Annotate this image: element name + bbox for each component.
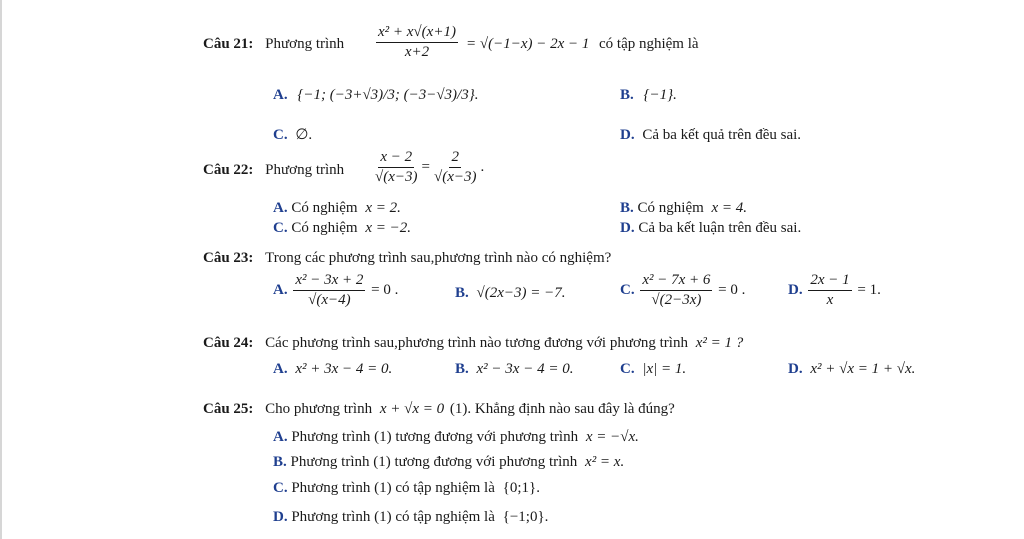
q22-rhs-num: 2	[449, 149, 461, 168]
q25-a-text: Phương trình (1) tương đương với phương trình	[291, 429, 579, 445]
q22-option-c[interactable]	[273, 219, 411, 237]
q25-option-d[interactable]	[273, 508, 548, 526]
q24-b-text: x² − 3x − 4 = 0.	[476, 361, 574, 377]
q25-a-label: A.	[273, 429, 288, 445]
q21-c-text: ∅.	[295, 127, 313, 143]
question-23-stem: Trong các phương trình sau,phương trình nào có nghiệm?	[265, 250, 612, 266]
q22-lhs-num: x − 2	[378, 149, 414, 168]
q23-b-label: B.	[455, 285, 469, 301]
q21-tail: có tập nghiệm là	[599, 36, 699, 52]
question-22-lead: Phương trình	[265, 162, 345, 178]
q23-a-num: x² − 3x + 2	[293, 272, 365, 291]
q22-a-math: x = 2.	[365, 200, 401, 216]
q23-option-a[interactable]	[273, 272, 398, 309]
question-25-stem-post: (1). Khẳng định nào sau đây là đúng?	[449, 401, 675, 417]
q25-b-text: Phương trình (1) tương đương với phương trình	[290, 454, 578, 470]
q23-option-d[interactable]	[788, 272, 881, 309]
q25-option-c[interactable]	[273, 479, 540, 497]
question-25-stem-pre: Cho phương trình	[265, 401, 373, 417]
question-24-stem: Các phương trình sau,phương trình nào tương đương với phương trình	[265, 335, 688, 351]
q21-option-c[interactable]	[273, 126, 312, 144]
q21-b-text: {−1}.	[643, 87, 677, 103]
q21-frac-num: x² + x√(x+1)	[376, 24, 458, 43]
question-22	[203, 161, 344, 179]
q23-c-rhs: = 0 .	[718, 281, 746, 298]
question-21-label: Câu 21:	[203, 36, 254, 52]
q22-b-label: B.	[620, 200, 634, 216]
question-25	[203, 400, 675, 418]
q22-a-label: A.	[273, 200, 288, 216]
q24-c-label: C.	[620, 361, 635, 377]
q22-rhs-den: √(x−3)	[433, 169, 477, 185]
question-23	[203, 249, 611, 267]
q22-option-a[interactable]	[273, 199, 401, 217]
q22-b-math: x = 4.	[711, 200, 748, 216]
q25-option-b[interactable]	[273, 453, 624, 471]
q21-frac-den: x+2	[404, 44, 430, 60]
q22-d-text: Cả ba kết luận trên đều sai.	[638, 220, 802, 236]
q25-c-text: Phương trình (1) có tập nghiệm là	[291, 480, 495, 496]
q23-a-den: √(x−4)	[308, 292, 351, 308]
q21-option-d[interactable]	[620, 126, 801, 144]
q24-b-label: B.	[455, 361, 469, 377]
q24-option-d[interactable]	[788, 360, 915, 378]
q21-a-text: {−1; (−3+√3)/3; (−3−√3)/3}.	[297, 87, 479, 103]
question-21-lead: Phương trình	[265, 36, 345, 52]
q24-d-text: x² + √x = 1 + √x.	[810, 361, 916, 377]
q25-c-math: {0;1}.	[502, 480, 540, 496]
question-25-label: Câu 25:	[203, 401, 254, 417]
q21-d-text: Cả ba kết quả trên đều sai.	[642, 127, 802, 143]
q21-option-b[interactable]	[620, 86, 677, 104]
q25-d-label: D.	[273, 509, 288, 525]
q23-a-label: A.	[273, 281, 288, 298]
q25-d-text: Phương trình (1) có tập nghiệm là	[291, 509, 495, 525]
q24-option-c[interactable]	[620, 360, 686, 378]
q23-d-num: 2x − 1	[808, 272, 851, 291]
q24-option-a[interactable]	[273, 360, 392, 378]
q22-option-b[interactable]	[620, 199, 747, 217]
q22-option-d[interactable]	[620, 219, 801, 237]
q25-option-a[interactable]	[273, 428, 639, 446]
q22-b-text: Có nghiệm	[637, 200, 704, 216]
q23-option-c[interactable]	[620, 272, 745, 309]
q25-d-math: {−1;0}.	[502, 509, 549, 525]
question-24-stem-math: x² = 1 ?	[695, 335, 744, 351]
q21-rhs: = √(−1−x) − 2x − 1	[466, 36, 590, 52]
q22-equation: $\frac{x - 2}{√(x-3)}$ = $\frac{2}{√(x-3)}$ .	[375, 149, 485, 185]
question-21	[203, 35, 344, 53]
q22-c-label: C.	[273, 220, 288, 236]
question-24-label: Câu 24:	[203, 335, 254, 351]
q24-option-b[interactable]	[455, 360, 573, 378]
q23-a-rhs: = 0 .	[371, 281, 399, 298]
q25-a-math: x = −√x.	[585, 429, 639, 445]
q23-option-b[interactable]	[455, 284, 566, 302]
question-21-fraction	[374, 24, 460, 61]
q23-d-rhs: = 1.	[857, 281, 881, 298]
q23-c-den: √(2−3x)	[651, 292, 702, 308]
q22-a-text: Có nghiệm	[291, 200, 358, 216]
q24-d-label: D.	[788, 361, 803, 377]
q23-c-num: x² − 7x + 6	[640, 272, 712, 291]
q25-b-math: x² = x.	[585, 454, 625, 470]
q24-c-text: |x| = 1.	[642, 361, 687, 377]
q21-a-label: A.	[273, 87, 288, 103]
q23-c-label: C.	[620, 281, 635, 298]
question-22-label: Câu 22:	[203, 162, 254, 178]
q24-a-text: x² + 3x − 4 = 0.	[295, 361, 393, 377]
q21-d-label: D.	[620, 127, 635, 143]
q22-c-math: x = −2.	[365, 220, 411, 236]
q23-b-text: √(2x−3) = −7.	[476, 285, 566, 301]
q25-c-label: C.	[273, 480, 288, 496]
q24-a-label: A.	[273, 361, 288, 377]
question-23-label: Câu 23:	[203, 250, 254, 266]
q23-d-den: x	[826, 292, 834, 308]
q23-d-label: D.	[788, 281, 803, 298]
q21-b-label: B.	[620, 87, 634, 103]
q22-d-label: D.	[620, 220, 635, 236]
page-left-edge	[0, 0, 2, 539]
question-24	[203, 334, 743, 352]
q21-c-label: C.	[273, 127, 288, 143]
q25-b-label: B.	[273, 454, 287, 470]
q21-option-a[interactable]	[273, 86, 478, 104]
q22-c-text: Có nghiệm	[291, 220, 358, 236]
question-25-stem-math: x + √x = 0	[379, 401, 445, 417]
q22-lhs-den: √(x−3)	[375, 169, 418, 185]
